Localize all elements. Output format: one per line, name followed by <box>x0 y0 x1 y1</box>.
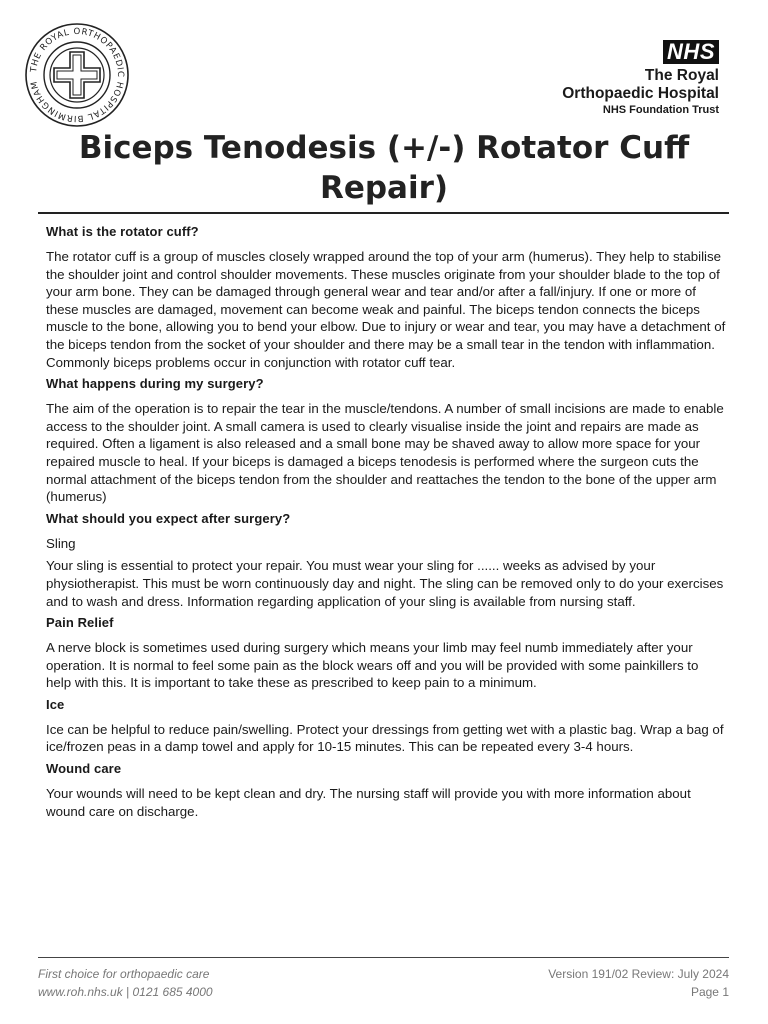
nhs-logo: NHS <box>663 40 719 64</box>
hospital-seal <box>24 22 130 128</box>
section-heading: What is the rotator cuff? <box>46 224 199 239</box>
section-paragraph: The aim of the operation is to repair the tear in the muscle/tendons. A number of small incisions are made to enable access to the shoulder joint. A small camera is used to clearly visualise inside the joint and repairs are made as required. Often a ligament is also released and a small bone may be shaved away to allow more space for your repaired muscle to heal. If your biceps is damaged a biceps tenodesis is performed where the surgeon cuts the normal attachment of the biceps tendon from the shoulder and reattaches the tendon to the bone of the upper arm (humerus) <box>46 401 724 505</box>
section-surgery <box>46 376 726 506</box>
section-paragraph: Ice can be helpful to reduce pain/swelling. Protect your dressings from getting wet with a plastic bag. Wrap a bag of ice/frozen peas in a damp towel and apply for 10-15 minutes. This can be repeated every 3-4 hours. <box>46 721 724 755</box>
title-line-2: Repair) <box>319 170 449 206</box>
org-trust-line: NHS Foundation Trust <box>602 104 719 116</box>
document-title <box>40 128 728 208</box>
section-heading: Wound care <box>46 761 122 777</box>
footer-tagline: First choice for orthopaedic care <box>38 967 210 981</box>
footer-page-number: Page 1 <box>690 985 729 999</box>
section-paragraph: Your wounds will need to be kept clean and dry. The nursing staff will provide you with more information about wound care on discharge. <box>46 786 691 819</box>
seal-graphic <box>24 22 130 128</box>
footer-divider <box>38 957 729 958</box>
section-heading: What should you expect after surgery? <box>46 510 291 526</box>
org-name-line1: The Royal <box>644 67 719 84</box>
section-ice <box>46 697 726 756</box>
footer-version: Version 191/02 Review: July 2024 <box>548 967 729 981</box>
section-heading: Pain Relief <box>46 615 114 631</box>
section-rotator-cuff <box>46 224 726 371</box>
footer-contact: www.roh.nhs.uk | 0121 685 4000 <box>38 985 213 999</box>
section-pain-relief <box>46 615 726 692</box>
org-name-line2: Orthopaedic Hospital <box>562 85 719 102</box>
document-body <box>46 224 726 825</box>
seal-text: THE ROYAL ORTHOPAEDIC HOSPITAL BIRMINGHAM <box>29 26 126 124</box>
footer-right <box>548 965 729 1001</box>
section-heading: What happens during my surgery? <box>46 376 264 392</box>
section-paragraph: The rotator cuff is a group of muscles closely wrapped around the top of your arm (humerus). They help to stabilise the shoulder joint and control shoulder movements. These muscles originate from your shoulder blade to the top of your arm bone. They can be damaged through general wear and tear and/or after a fall/injury. If one or more of these muscles are damaged, movement can become weak and painful. The biceps tendon connects the biceps muscle to the bone, allowing you to bend your elbow. Due to injury or wear and tear, you may have a detachment of the biceps tendon from the socket of your shoulder and there may be a small tear in the tendon with inflammation. Commonly biceps problems occur in conjunction with rotator cuff tear. <box>46 249 726 370</box>
footer-left <box>38 965 213 1001</box>
section-subheading-sling: Sling <box>46 535 76 551</box>
title-divider <box>38 212 729 214</box>
section-paragraph: A nerve block is sometimes used during surgery which means your limb may feel numb immediately after your operation. It is normal to feel some pain as the block wears off and you will be provided with some painkillers to help with this. It is important to take these as prescribed to keep pain to a minimum. <box>46 640 699 691</box>
nhs-logo-block <box>562 40 719 117</box>
section-after-surgery <box>46 511 726 610</box>
section-heading: Ice <box>46 696 65 712</box>
section-paragraph: Your sling is essential to protect your repair. You must wear your sling for ...... weeks as advised by your physiotherapist. This must be worn continuously day and night. The sling can be removed only to do your exercises and to wash and dress. Information regarding application of your sling is available from nursing staff. <box>46 558 724 609</box>
title-line-1: Biceps Tenodesis (+/-) Rotator Cuff <box>78 130 690 166</box>
section-wound-care <box>46 761 726 820</box>
